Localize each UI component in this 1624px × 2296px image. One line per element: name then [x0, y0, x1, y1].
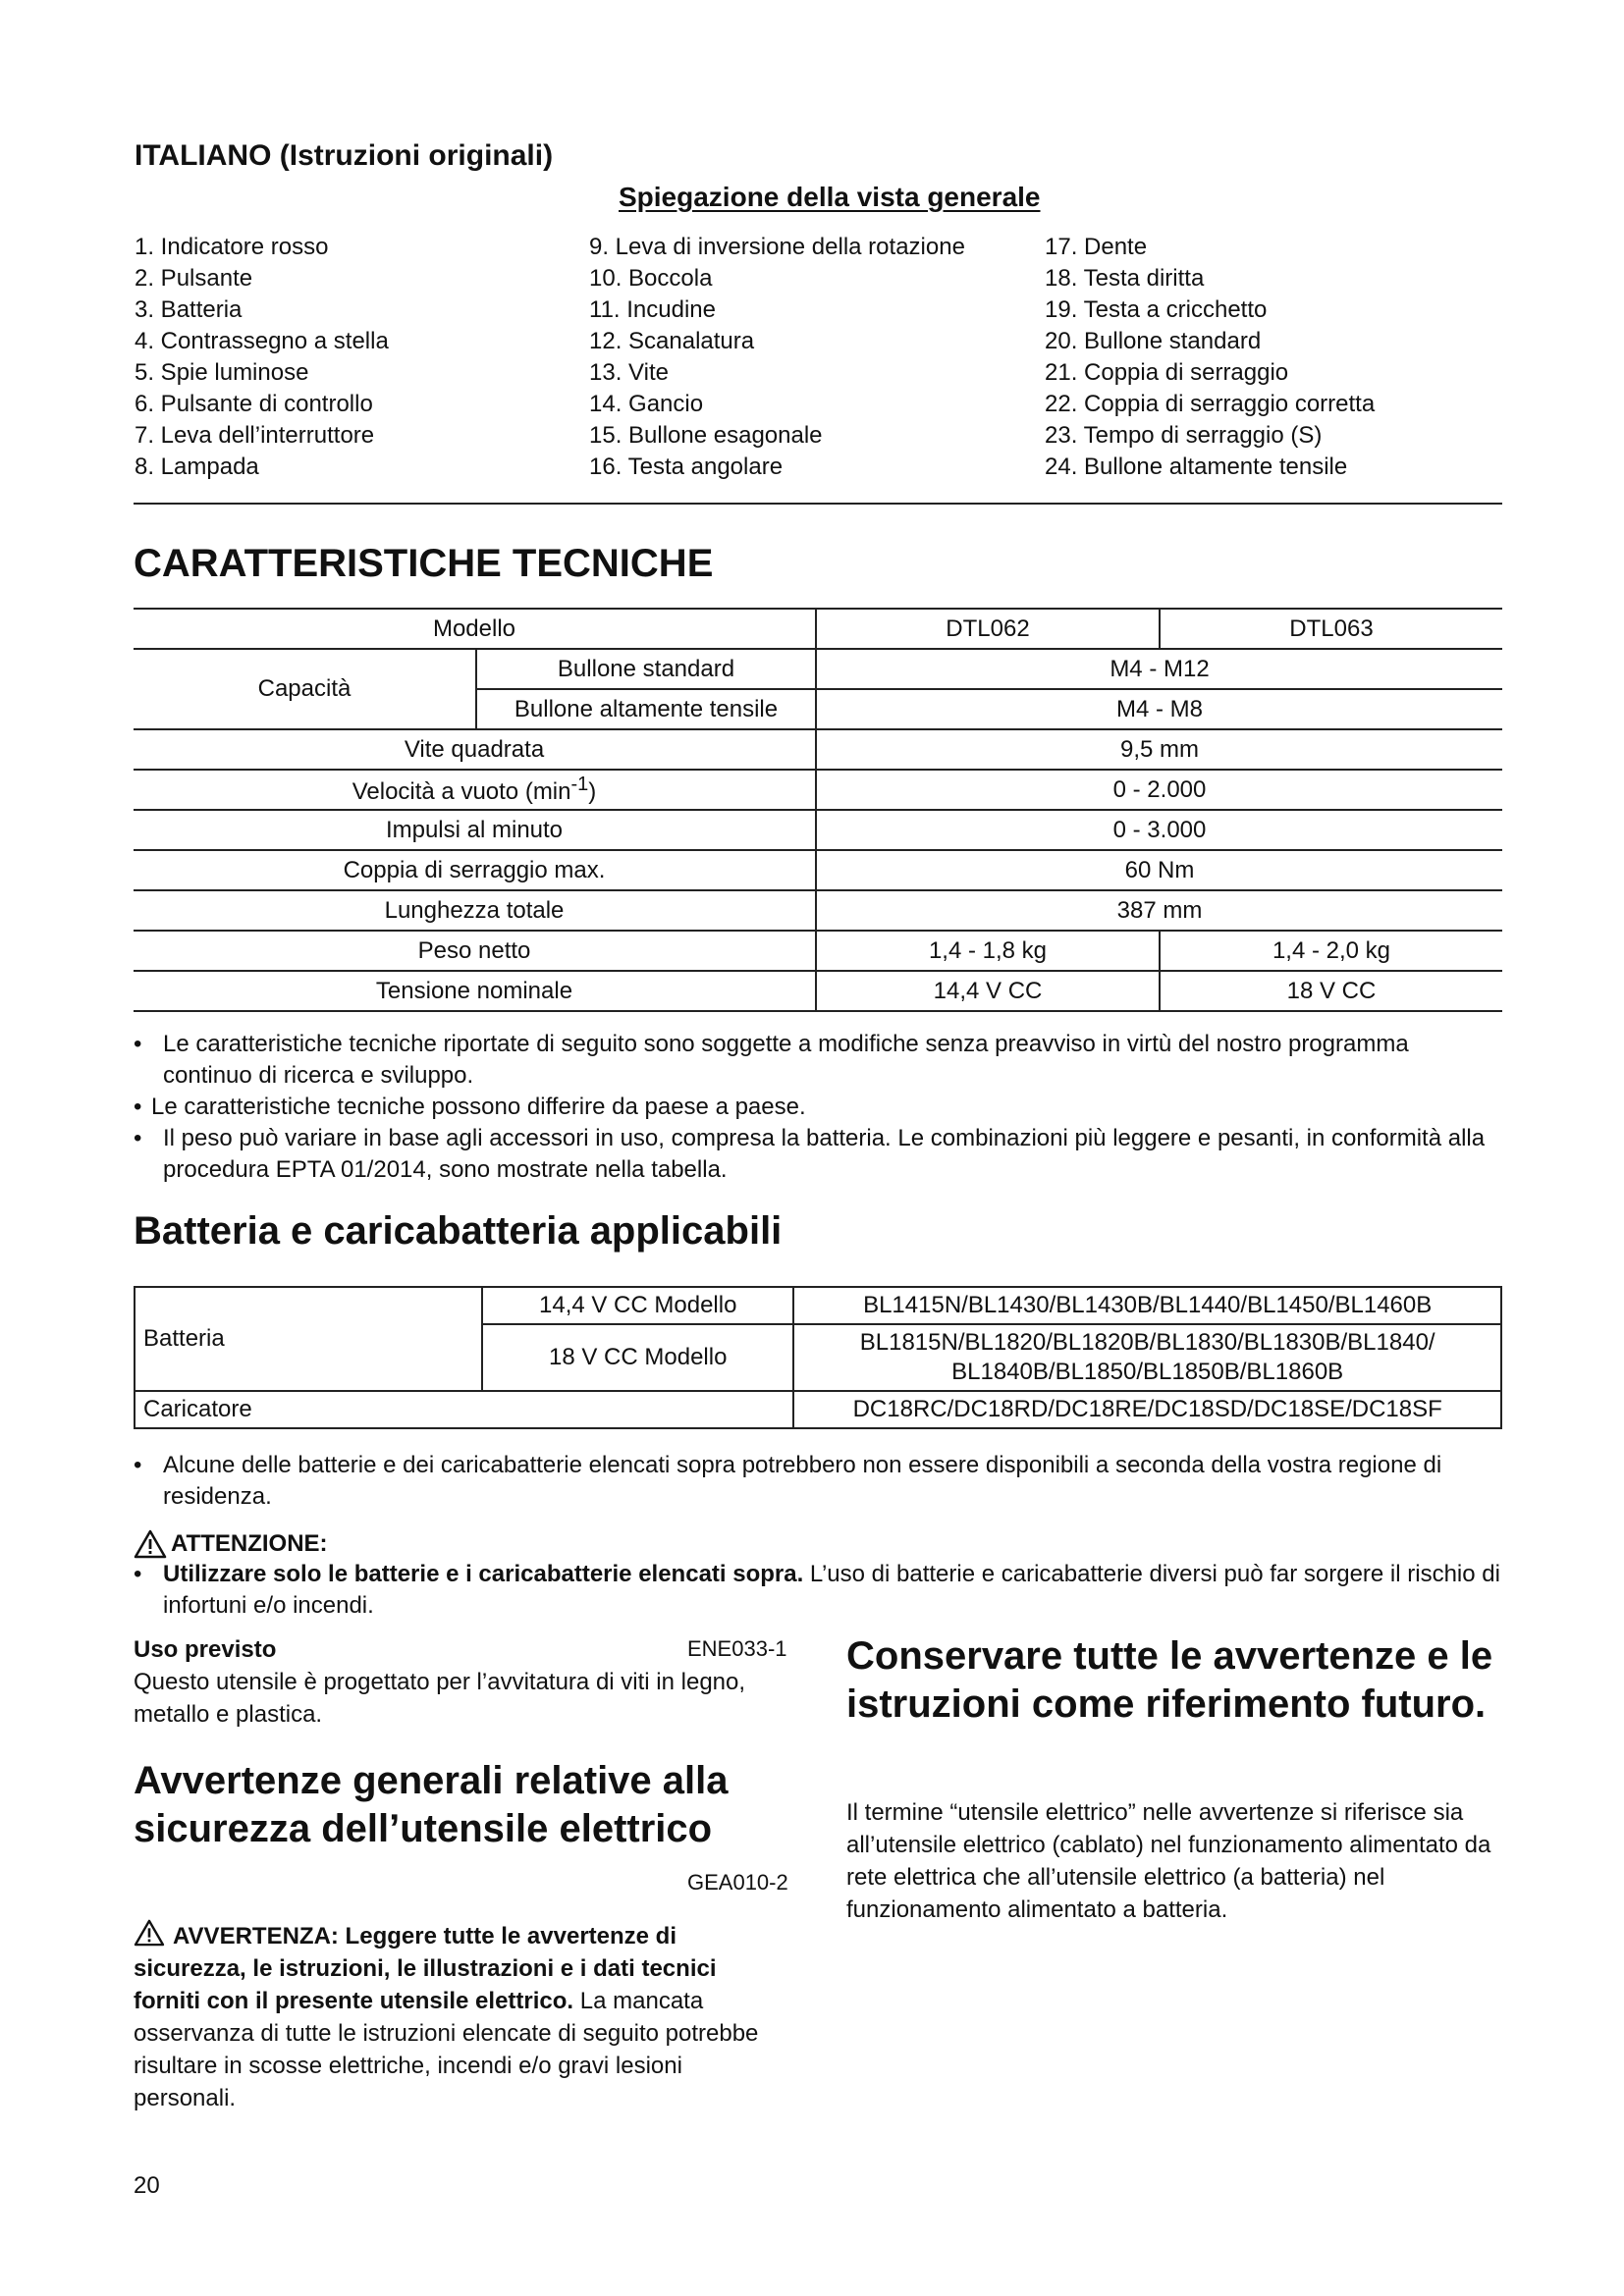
- table-cell: 18 V CC: [1160, 971, 1502, 1011]
- list-item: 6. Pulsante di controllo: [135, 391, 373, 417]
- intended-use-code: ENE033-1: [687, 1636, 787, 1661]
- table-row: [135, 1287, 1501, 1324]
- parts-list-col-2: [589, 232, 965, 483]
- table-cell: 0 - 3.000: [816, 810, 1502, 850]
- note-text: Alcune delle batterie e dei caricabatterie elencati sopra potrebbero non essere disponibili a seconda della vostra regione di residenza.: [163, 1452, 1442, 1510]
- warning-text: La mancata osservanza di tutte le istruzioni elencate di seguito potrebbe risultare in scosse elettriche, incendi e/o gravi lesioni personali.: [134, 1988, 759, 2111]
- table-cell: BL1415N/BL1430/BL1430B/BL1440/BL1450/BL1460B: [793, 1287, 1501, 1324]
- table-cell: [793, 1324, 1501, 1391]
- table-cell: M4 - M12: [816, 649, 1502, 689]
- list-item: 2. Pulsante: [135, 265, 253, 292]
- caution-text: L’uso di batterie e caricabatterie diversi può far sorgere il rischio di infortuni e/o incendi.: [163, 1561, 1500, 1619]
- overview-title: Spiegazione della vista generale: [619, 182, 1041, 212]
- caution-heading: [134, 1529, 328, 1559]
- table-cell: Capacità: [134, 649, 476, 729]
- table-cell: DTL062: [816, 609, 1160, 649]
- note-item: [134, 1123, 1502, 1186]
- table-cell: 60 Nm: [816, 850, 1502, 890]
- bullet: •: [134, 1031, 142, 1057]
- battery-note: [134, 1450, 1502, 1513]
- table-row: [134, 609, 1502, 649]
- list-item: 3. Batteria: [135, 296, 243, 323]
- table-cell: Coppia di serraggio max.: [134, 850, 816, 890]
- no-load-label: Velocità a vuoto (min: [352, 778, 571, 805]
- table-row: [135, 1391, 1501, 1428]
- cell-line: BL1815N/BL1820/BL1820B/BL1830/BL1830B/BL1840/: [859, 1329, 1435, 1356]
- list-item: 9. Leva di inversione della rotazione: [589, 234, 965, 260]
- page-number: 20: [134, 2172, 160, 2199]
- list-item: 21. Coppia di serraggio: [1045, 359, 1289, 386]
- table-cell: Impulsi al minuto: [134, 810, 816, 850]
- list-item: 1. Indicatore rosso: [135, 234, 329, 260]
- list-item: 20. Bullone standard: [1045, 328, 1262, 354]
- battery-title: Batteria e caricabatteria applicabili: [134, 1209, 783, 1253]
- note-text: Le caratteristiche tecniche riportate di seguito sono soggette a modifiche senza preavviso in virtù del nostro programma continuo di ricerca e sviluppo.: [163, 1031, 1409, 1089]
- table-row: [134, 971, 1502, 1011]
- bullet: •: [134, 1452, 142, 1478]
- table-cell: Modello: [134, 609, 816, 649]
- language-title: ITALIANO (Istruzioni originali): [135, 139, 554, 172]
- battery-table: [134, 1286, 1502, 1429]
- list-item: 4. Contrassegno a stella: [135, 328, 389, 354]
- table-cell: DTL063: [1160, 609, 1502, 649]
- section-divider: [134, 503, 1502, 505]
- table-cell: Vite quadrata: [134, 729, 816, 770]
- table-cell: 1,4 - 1,8 kg: [816, 931, 1160, 971]
- parts-list-col-1: [135, 232, 389, 483]
- caution-bold-text: Utilizzare solo le batterie e i caricabatterie elencati sopra.: [163, 1561, 804, 1587]
- bullet: •: [134, 1094, 142, 1120]
- bullet: •: [134, 1561, 142, 1587]
- table-cell: Batteria: [135, 1287, 482, 1391]
- note-text: Il peso può variare in base agli accessori in uso, compresa la batteria. Le combinazioni più leggere e pesanti, in conformità alla procedura EPTA 01/2014, sono mostrate nella tabella.: [163, 1125, 1486, 1183]
- table-cell: Bullone altamente tensile: [476, 689, 816, 729]
- list-item: 17. Dente: [1045, 234, 1148, 260]
- list-item: 8. Lampada: [135, 454, 259, 480]
- table-row: [134, 729, 1502, 770]
- table-cell: Lunghezza totale: [134, 890, 816, 931]
- list-item: 18. Testa diritta: [1045, 265, 1205, 292]
- list-item: 5. Spie luminose: [135, 359, 309, 386]
- table-cell: 0 - 2.000: [816, 770, 1502, 810]
- cell-line: BL1840B/BL1850/BL1850B/BL1860B: [951, 1359, 1344, 1385]
- table-cell: 18 V CC Modello: [482, 1324, 793, 1391]
- table-row: [134, 890, 1502, 931]
- table-cell: Caricatore: [135, 1391, 793, 1428]
- table-cell: Bullone standard: [476, 649, 816, 689]
- keep-instructions-text: Il termine “utensile elettrico” nelle avvertenze si riferisce sia all’utensile elettrico (cablato) nel funzionamento alimentato da rete elettrica che all’utensile elettrico (a batteria) nel funzionamento alimentato a batteria.: [846, 1799, 1491, 1923]
- list-item: 13. Vite: [589, 359, 669, 386]
- list-item: 12. Scanalatura: [589, 328, 755, 354]
- general-warnings-text: [134, 1919, 772, 2114]
- warning-bold-text: AVVERTENZA: Leggere tutte le avvertenze di sicurezza, le istruzioni, le illustrazioni e i dati tecnici forniti con il presente utensile elettrico.: [134, 1923, 717, 2014]
- parts-list-col-3: [1045, 232, 1375, 483]
- caution-label: ATTENZIONE:: [171, 1530, 328, 1557]
- specs-notes: [134, 1029, 1502, 1186]
- table-cell: 14,4 V CC Modello: [482, 1287, 793, 1324]
- table-cell: Tensione nominale: [134, 971, 816, 1011]
- general-warnings-title: Avvertenze generali relative alla sicurezza dell’utensile elettrico: [134, 1759, 729, 1850]
- superscript: -1: [570, 774, 589, 795]
- note-text: Le caratteristiche tecniche possono differire da paese a paese.: [151, 1094, 806, 1120]
- note-item: [134, 1559, 1502, 1622]
- table-cell: [134, 770, 816, 810]
- table-cell: 387 mm: [816, 890, 1502, 931]
- intended-use-title: Uso previsto: [134, 1636, 277, 1663]
- table-row: [134, 931, 1502, 971]
- table-row: [134, 770, 1502, 810]
- list-item: 23. Tempo di serraggio (S): [1045, 422, 1323, 449]
- note-item: [134, 1092, 1502, 1123]
- table-row: [134, 649, 1502, 689]
- caution-body: [134, 1559, 1502, 1622]
- note-item: [134, 1450, 1502, 1513]
- table-cell: 14,4 V CC: [816, 971, 1160, 1011]
- specs-table: [134, 608, 1502, 1012]
- table-cell: 9,5 mm: [816, 729, 1502, 770]
- table-row: [134, 850, 1502, 890]
- no-load-label-end: ): [588, 778, 597, 805]
- warning-triangle-icon: [134, 1529, 167, 1559]
- list-item: 14. Gancio: [589, 391, 704, 417]
- bullet: •: [134, 1125, 142, 1151]
- list-item: 19. Testa a cricchetto: [1045, 296, 1268, 323]
- list-item: 10. Boccola: [589, 265, 713, 292]
- list-item: 11. Incudine: [589, 296, 716, 323]
- list-item: 7. Leva dell’interruttore: [135, 422, 375, 449]
- table-cell: Peso netto: [134, 931, 816, 971]
- specs-title: CARATTERISTICHE TECNICHE: [134, 542, 714, 585]
- table-row: [134, 810, 1502, 850]
- intended-use-text: Questo utensile è progettato per l’avvitatura di viti in legno, metallo e plastica.: [134, 1669, 746, 1728]
- table-cell: 1,4 - 2,0 kg: [1160, 931, 1502, 971]
- table-cell: DC18RC/DC18RD/DC18RE/DC18SD/DC18SE/DC18SF: [793, 1391, 1501, 1428]
- table-cell: M4 - M8: [816, 689, 1502, 729]
- general-warnings-code: GEA010-2: [687, 1870, 788, 1895]
- keep-instructions-title: Conservare tutte le avvertenze e le istruzioni come riferimento futuro.: [846, 1634, 1493, 1726]
- list-item: 24. Bullone altamente tensile: [1045, 454, 1348, 480]
- list-item: 22. Coppia di serraggio corretta: [1045, 391, 1376, 417]
- list-item: 16. Testa angolare: [589, 454, 784, 480]
- warning-triangle-icon: [134, 1919, 165, 1947]
- note-item: [134, 1029, 1502, 1092]
- list-item: 15. Bullone esagonale: [589, 422, 823, 449]
